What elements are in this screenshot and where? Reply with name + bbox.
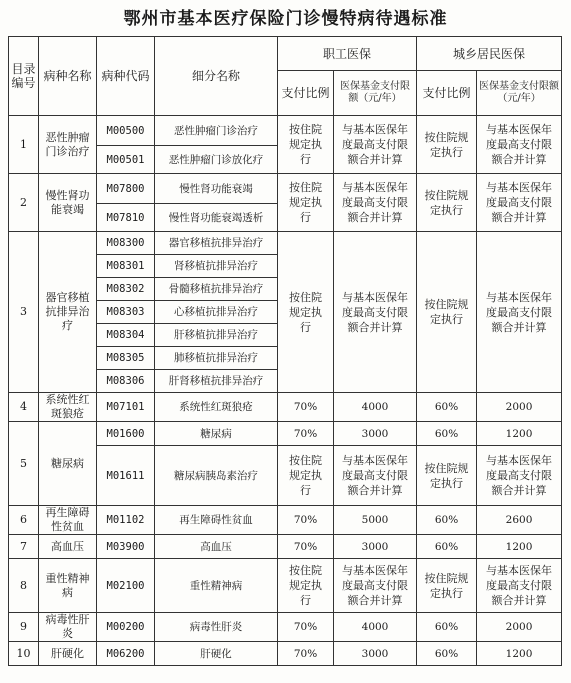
resident-limit: 1200 — [477, 422, 562, 446]
disease-code: M03900 — [97, 535, 155, 559]
employee-limit: 3000 — [334, 535, 417, 559]
disease-code: M00200 — [97, 613, 155, 642]
disease-code: M07101 — [97, 393, 155, 422]
row-index: 9 — [9, 613, 39, 642]
detail-name: 糖尿病 — [155, 422, 278, 446]
resident-ratio: 按住院规定执行 — [417, 116, 477, 174]
detail-name: 慢性肾功能衰竭透析 — [155, 204, 278, 232]
table-row — [9, 393, 562, 422]
detail-name: 肾移植抗排异治疗 — [155, 255, 278, 278]
disease-code: M08304 — [97, 324, 155, 347]
resident-limit: 与基本医保年度最高支付限额合并计算 — [477, 232, 562, 393]
employee-limit: 4000 — [334, 393, 417, 422]
row-index: 10 — [9, 642, 39, 666]
employee-ratio: 70% — [278, 422, 334, 446]
resident-limit: 2000 — [477, 613, 562, 642]
resident-limit: 1200 — [477, 535, 562, 559]
detail-name: 恶性肿瘤门诊放化疗 — [155, 146, 278, 174]
resident-ratio: 按住院规定执行 — [417, 174, 477, 232]
detail-name: 肝肾移植抗排异治疗 — [155, 370, 278, 393]
resident-limit: 与基本医保年度最高支付限额合并计算 — [477, 559, 562, 613]
employee-limit: 与基本医保年度最高支付限额合并计算 — [334, 174, 417, 232]
resident-ratio: 60% — [417, 506, 477, 535]
row-index: 8 — [9, 559, 39, 613]
employee-limit: 与基本医保年度最高支付限额合并计算 — [334, 116, 417, 174]
table-row — [9, 422, 562, 446]
resident-ratio: 按住院规定执行 — [417, 446, 477, 506]
detail-name: 高血压 — [155, 535, 278, 559]
row-index: 2 — [9, 174, 39, 232]
table-row — [9, 559, 562, 613]
resident-limit: 1200 — [477, 642, 562, 666]
row-index: 6 — [9, 506, 39, 535]
treatment-standard-table — [8, 36, 562, 666]
disease-name: 恶性肿瘤门诊治疗 — [39, 116, 97, 174]
header-disease-name: 病种名称 — [39, 37, 97, 116]
employee-ratio: 按住院规定执行 — [278, 232, 334, 393]
row-index: 1 — [9, 116, 39, 174]
detail-name: 肺移植抗排异治疗 — [155, 347, 278, 370]
disease-code: M01611 — [97, 446, 155, 506]
disease-name: 系统性红斑狼疮 — [39, 393, 97, 422]
resident-ratio: 60% — [417, 613, 477, 642]
table-row — [9, 232, 562, 255]
table-row — [9, 535, 562, 559]
disease-code: M00500 — [97, 116, 155, 146]
employee-limit: 与基本医保年度最高支付限额合并计算 — [334, 559, 417, 613]
header-resident-limit: 医保基金支付限额（元/年） — [477, 71, 562, 116]
employee-limit: 与基本医保年度最高支付限额合并计算 — [334, 232, 417, 393]
header-index: 目录编号 — [9, 37, 39, 116]
table-row — [9, 174, 562, 204]
employee-limit: 5000 — [334, 506, 417, 535]
header-disease-code: 病种代码 — [97, 37, 155, 116]
resident-ratio: 60% — [417, 642, 477, 666]
table-row — [9, 506, 562, 535]
disease-code: M08301 — [97, 255, 155, 278]
detail-name: 骨髓移植抗排异治疗 — [155, 278, 278, 301]
disease-name: 糖尿病 — [39, 422, 97, 506]
resident-limit: 与基本医保年度最高支付限额合并计算 — [477, 174, 562, 232]
employee-limit: 与基本医保年度最高支付限额合并计算 — [334, 446, 417, 506]
employee-limit: 4000 — [334, 613, 417, 642]
header-employee-limit: 医保基金支付限额（元/年） — [334, 71, 417, 116]
disease-code: M08305 — [97, 347, 155, 370]
resident-limit: 与基本医保年度最高支付限额合并计算 — [477, 446, 562, 506]
disease-code: M00501 — [97, 146, 155, 174]
detail-name: 恶性肿瘤门诊治疗 — [155, 116, 278, 146]
employee-ratio: 按住院规定执行 — [278, 446, 334, 506]
employee-ratio: 70% — [278, 613, 334, 642]
header-detail-name: 细分名称 — [155, 37, 278, 116]
resident-ratio: 按住院规定执行 — [417, 232, 477, 393]
detail-name: 心移植抗排异治疗 — [155, 301, 278, 324]
resident-ratio: 按住院规定执行 — [417, 559, 477, 613]
disease-name: 重性精神病 — [39, 559, 97, 613]
resident-ratio: 60% — [417, 535, 477, 559]
disease-code: M07810 — [97, 204, 155, 232]
detail-name: 再生障碍性贫血 — [155, 506, 278, 535]
disease-code: M08303 — [97, 301, 155, 324]
table-row — [9, 116, 562, 146]
resident-ratio: 60% — [417, 393, 477, 422]
employee-ratio: 70% — [278, 535, 334, 559]
header-employee-ratio: 支付比例 — [278, 71, 334, 116]
disease-code: M06200 — [97, 642, 155, 666]
disease-code: M02100 — [97, 559, 155, 613]
header-resident-ratio: 支付比例 — [417, 71, 477, 116]
row-index: 3 — [9, 232, 39, 393]
table-row — [9, 642, 562, 666]
disease-code: M08300 — [97, 232, 155, 255]
employee-ratio: 70% — [278, 642, 334, 666]
disease-name: 高血压 — [39, 535, 97, 559]
resident-ratio: 60% — [417, 422, 477, 446]
detail-name: 系统性红斑狼疮 — [155, 393, 278, 422]
resident-limit: 与基本医保年度最高支付限额合并计算 — [477, 116, 562, 174]
header-employee-insurance: 职工医保 — [278, 37, 417, 71]
detail-name: 肝硬化 — [155, 642, 278, 666]
employee-ratio: 70% — [278, 393, 334, 422]
table-body — [9, 116, 562, 666]
row-index: 7 — [9, 535, 39, 559]
disease-name: 肝硬化 — [39, 642, 97, 666]
detail-name: 慢性肾功能衰竭 — [155, 174, 278, 204]
header-resident-insurance: 城乡居民医保 — [417, 37, 562, 71]
disease-code: M01102 — [97, 506, 155, 535]
employee-limit: 3000 — [334, 422, 417, 446]
row-index: 4 — [9, 393, 39, 422]
row-index: 5 — [9, 422, 39, 506]
disease-name: 病毒性肝炎 — [39, 613, 97, 642]
resident-limit: 2600 — [477, 506, 562, 535]
disease-name: 再生障碍性贫血 — [39, 506, 97, 535]
disease-code: M08306 — [97, 370, 155, 393]
employee-ratio: 按住院规定执行 — [278, 559, 334, 613]
disease-code: M07800 — [97, 174, 155, 204]
employee-ratio: 70% — [278, 506, 334, 535]
detail-name: 肝移植抗排异治疗 — [155, 324, 278, 347]
resident-limit: 2000 — [477, 393, 562, 422]
disease-code: M08302 — [97, 278, 155, 301]
employee-limit: 3000 — [334, 642, 417, 666]
disease-name: 器官移植抗排异治疗 — [39, 232, 97, 393]
detail-name: 糖尿病胰岛素治疗 — [155, 446, 278, 506]
detail-name: 病毒性肝炎 — [155, 613, 278, 642]
employee-ratio: 按住院规定执行 — [278, 174, 334, 232]
detail-name: 器官移植抗排异治疗 — [155, 232, 278, 255]
table-row — [9, 613, 562, 642]
detail-name: 重性精神病 — [155, 559, 278, 613]
employee-ratio: 按住院规定执行 — [278, 116, 334, 174]
page-title: 鄂州市基本医疗保险门诊慢特病待遇标准 — [123, 9, 448, 29]
disease-name: 慢性肾功能衰竭 — [39, 174, 97, 232]
disease-code: M01600 — [97, 422, 155, 446]
